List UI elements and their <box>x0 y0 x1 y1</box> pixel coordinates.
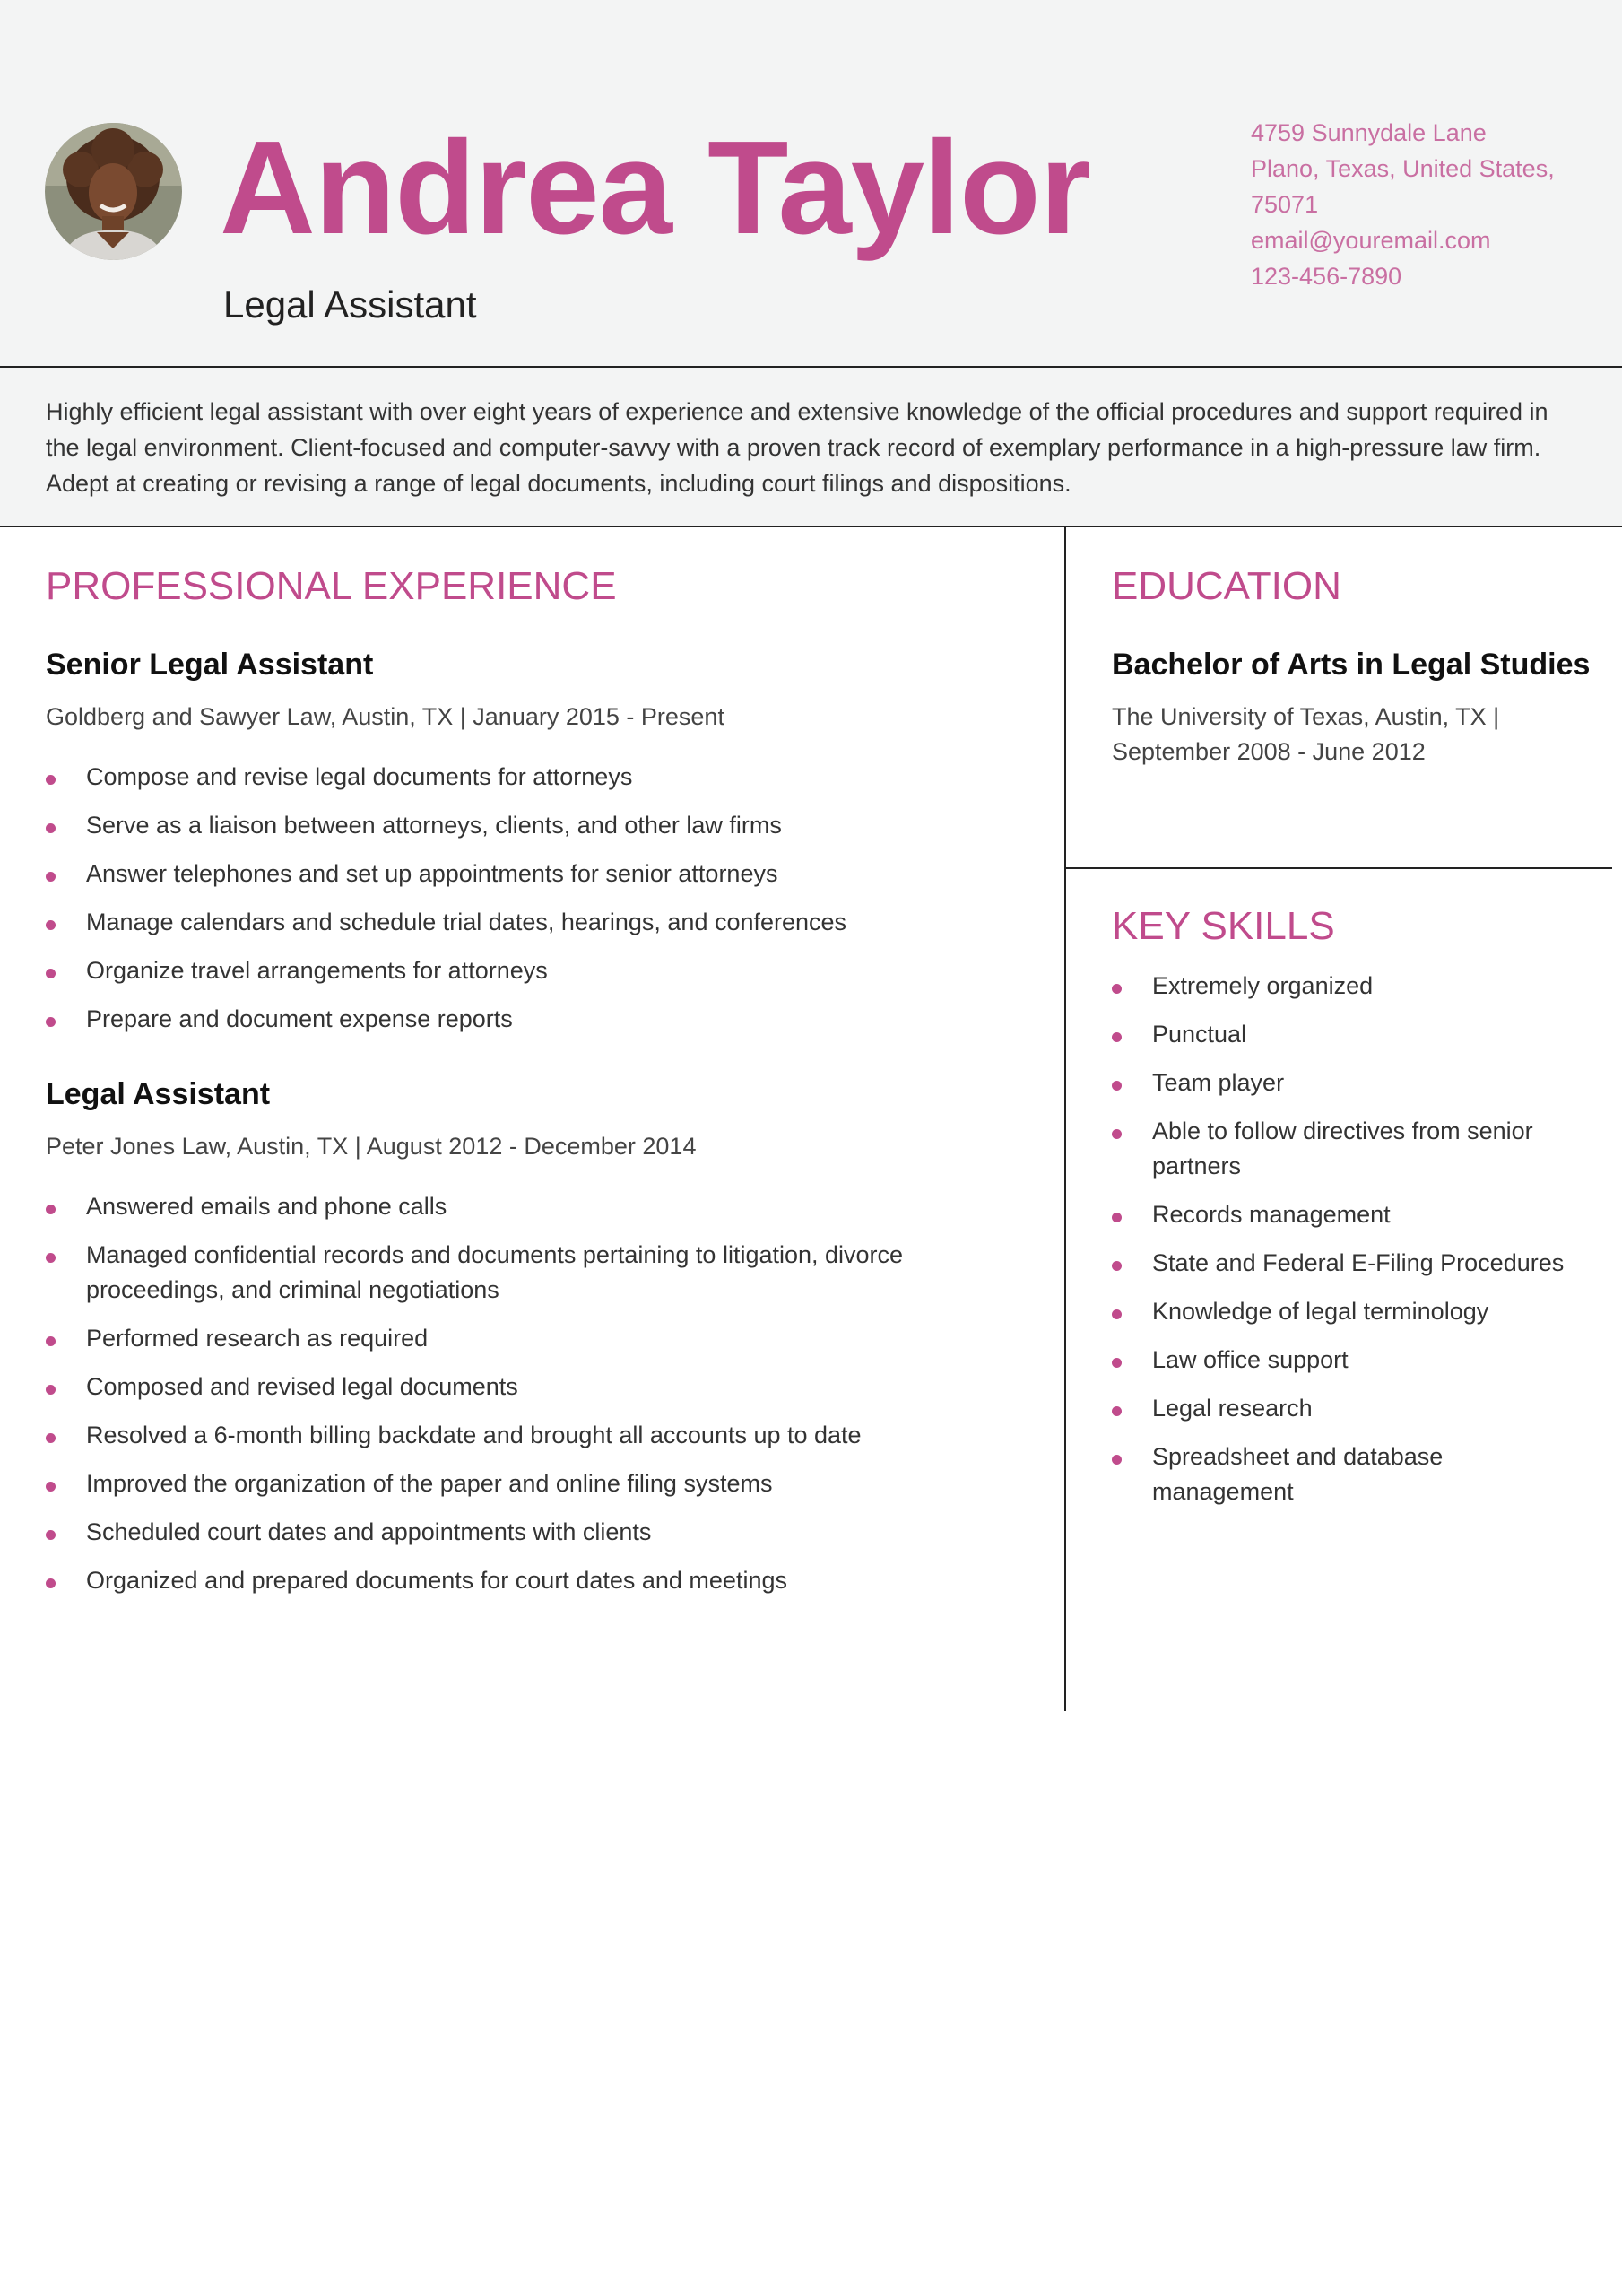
candidate-name: Andrea Taylor <box>220 114 1091 262</box>
column-divider <box>1064 527 1066 1711</box>
bullet-dot-icon <box>46 1205 56 1214</box>
address-line-1: 4759 Sunnydale Lane <box>1251 119 1487 146</box>
avatar <box>45 123 182 260</box>
address-zip: 75071 <box>1251 191 1319 218</box>
bullet-dot-icon <box>46 1530 56 1540</box>
profile-photo-icon <box>45 123 182 260</box>
phone-number: 123-456-7890 <box>1251 263 1402 290</box>
job-1-bullets <box>46 760 1032 1050</box>
job-title: Legal Assistant <box>223 283 477 326</box>
header-band <box>0 0 1622 368</box>
bullet-dot-icon <box>46 1336 56 1346</box>
list-item: Performed research as required <box>46 1321 1032 1356</box>
list-item: Prepare and document expense reports <box>46 1002 1032 1037</box>
bullet-dot-icon <box>46 1385 56 1395</box>
bullet-dot-icon <box>46 872 56 882</box>
summary-text: Highly efficient legal assistant with over eight years of experience and extensive knowledge of the official procedures and support required in the legal environment. Client-focused and computer-savvy with a proven track record of exemplary performance in a high-pressure law firm. Adept at creating or revising a range of legal documents, including court filings and dispositions. <box>46 398 1548 497</box>
experience-heading: PROFESSIONAL EXPERIENCE <box>46 564 617 608</box>
bullet-dot-icon <box>1112 1261 1122 1271</box>
list-item: Able to follow directives from senior partners <box>1112 1114 1578 1184</box>
list-item: Organized and prepared documents for court dates and meetings <box>46 1563 1032 1598</box>
bullet-dot-icon <box>1112 1032 1122 1042</box>
bullet-dot-icon <box>46 1578 56 1588</box>
bullet-dot-icon <box>46 1017 56 1027</box>
job-1-meta: Goldberg and Sawyer Law, Austin, TX | January 2015 - Present <box>46 703 724 730</box>
list-item: Answered emails and phone calls <box>46 1189 1032 1224</box>
job-2-role: Legal Assistant <box>46 1077 271 1111</box>
sidebar-divider <box>1066 867 1612 869</box>
list-item: Managed confidential records and documents pertaining to litigation, divorce proceedings, and criminal negotiations <box>46 1238 1032 1308</box>
education-meta <box>1112 700 1578 770</box>
bullet-dot-icon <box>1112 1129 1122 1139</box>
degree-title: Bachelor of Arts in Legal Studies <box>1112 648 1591 682</box>
job-1-role: Senior Legal Assistant <box>46 648 374 682</box>
bullet-dot-icon <box>1112 1213 1122 1222</box>
list-item: Manage calendars and schedule trial dates, hearings, and conferences <box>46 905 1032 940</box>
bullet-dot-icon <box>1112 1081 1122 1091</box>
address-line-2: Plano, Texas, United States, <box>1251 155 1555 182</box>
skills-heading: KEY SKILLS <box>1112 904 1335 948</box>
bullet-dot-icon <box>1112 1455 1122 1465</box>
bullet-dot-icon <box>1112 1309 1122 1319</box>
list-item: Extremely organized <box>1112 969 1578 1004</box>
school-name: The University of Texas, Austin, TX | <box>1112 703 1500 730</box>
bullet-dot-icon <box>46 775 56 785</box>
list-item: Spreadsheet and database management <box>1112 1439 1578 1509</box>
education-dates: September 2008 - June 2012 <box>1112 738 1426 765</box>
bullet-dot-icon <box>1112 1406 1122 1416</box>
bullet-dot-icon <box>46 1433 56 1443</box>
list-item: State and Federal E-Filing Procedures <box>1112 1246 1578 1281</box>
list-item: Compose and revise legal documents for attorneys <box>46 760 1032 795</box>
list-item: Law office support <box>1112 1343 1578 1378</box>
bullet-dot-icon <box>46 1253 56 1263</box>
job-2-meta: Peter Jones Law, Austin, TX | August 2012 - December 2014 <box>46 1133 697 1160</box>
list-item: Improved the organization of the paper and online filing systems <box>46 1466 1032 1501</box>
list-item: Composed and revised legal documents <box>46 1370 1032 1405</box>
bullet-dot-icon <box>46 969 56 978</box>
bullet-dot-icon <box>1112 984 1122 994</box>
list-item: Team player <box>1112 1065 1578 1100</box>
list-item: Answer telephones and set up appointments for senior attorneys <box>46 857 1032 891</box>
summary-band <box>0 368 1622 527</box>
list-item: Resolved a 6-month billing backdate and brought all accounts up to date <box>46 1418 1032 1453</box>
list-item: Organize travel arrangements for attorneys <box>46 953 1032 988</box>
list-item: Records management <box>1112 1197 1578 1232</box>
job-2-bullets <box>46 1189 1032 1612</box>
list-item: Scheduled court dates and appointments with clients <box>46 1515 1032 1550</box>
list-item: Legal research <box>1112 1391 1578 1426</box>
list-item: Serve as a liaison between attorneys, clients, and other law firms <box>46 808 1032 843</box>
education-heading: EDUCATION <box>1112 564 1341 608</box>
bullet-dot-icon <box>46 920 56 930</box>
email-link[interactable]: email@youremail.com <box>1251 227 1491 254</box>
bullet-dot-icon <box>46 1482 56 1492</box>
bullet-dot-icon <box>46 823 56 833</box>
list-item: Punctual <box>1112 1017 1578 1052</box>
list-item: Knowledge of legal terminology <box>1112 1294 1578 1329</box>
skills-list <box>1112 969 1578 1523</box>
contact-block <box>1251 115 1574 294</box>
bullet-dot-icon <box>1112 1358 1122 1368</box>
